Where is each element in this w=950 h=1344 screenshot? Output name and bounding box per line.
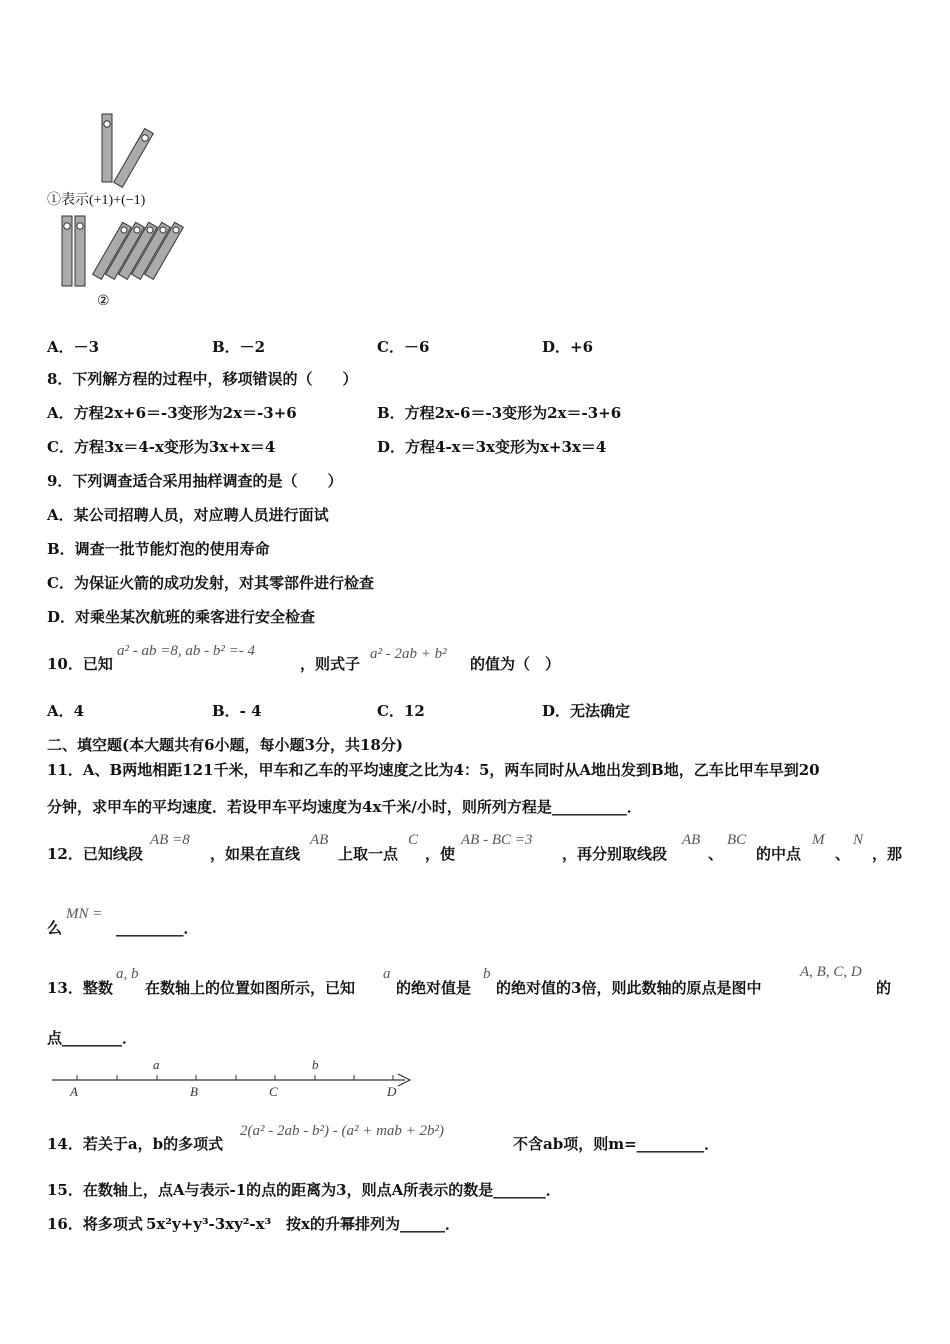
q7-option-a: A．－3 bbox=[47, 338, 100, 356]
q12-text-8: 、 bbox=[835, 845, 851, 863]
q13-math-ab: a, b bbox=[116, 966, 139, 982]
q9-stem: 9．下列调查适合采用抽样调查的是（ ） bbox=[47, 472, 343, 490]
q12-text-1: 12．已知线段 bbox=[47, 845, 143, 863]
q8-option-a: A．方程2x+6＝-3变形为2x＝-3+6 bbox=[47, 404, 297, 422]
q10-option-b: B．- 4 bbox=[212, 702, 262, 720]
q12-text-6: 、 bbox=[708, 845, 724, 863]
figure-caption-2: ② bbox=[97, 294, 110, 309]
q14-text-2: 不含ab项，则m=_________． bbox=[513, 1135, 720, 1153]
q13-math-b: b bbox=[483, 966, 491, 982]
q16-text-1: 16．将多项式 bbox=[47, 1215, 143, 1233]
q12-text-10: 么 bbox=[47, 919, 63, 937]
stick-negative bbox=[114, 129, 154, 188]
axis-label-d: D bbox=[387, 1084, 397, 1099]
q11-line-2: 分钟，求甲车的平均速度．若设甲车平均速度为4x千米/小时，则所列方程是__________． bbox=[47, 798, 642, 816]
q12-answer-blank: _________． bbox=[116, 919, 199, 937]
q13-math-a: a bbox=[383, 966, 391, 982]
q13-text-2: 在数轴上的位置如图所示，已知 bbox=[145, 979, 356, 997]
q16-expression: 5x²y+y³-3xy²-x³ bbox=[146, 1215, 272, 1233]
q10-math-expression: a² - 2ab + b² bbox=[370, 646, 447, 662]
q13-text-1: 13．整数 bbox=[47, 979, 113, 997]
q10-option-d: D．无法确定 bbox=[542, 702, 631, 720]
stick-positive bbox=[62, 216, 72, 286]
q12-math-n: N bbox=[853, 832, 864, 848]
q10-stem-c: 的值为（ ） bbox=[470, 655, 561, 673]
q12-math-ab: AB bbox=[310, 832, 329, 848]
q8-option-d: D．方程4-x＝3x变形为x+3x＝4 bbox=[377, 438, 607, 456]
q12-math-ab-eq-8: AB =8 bbox=[150, 832, 190, 848]
axis-point-a: a bbox=[153, 1057, 160, 1072]
sticks-figure bbox=[40, 108, 200, 313]
q10-option-a: A．4 bbox=[47, 702, 85, 720]
q8-stem: 8．下列解方程的过程中，移项错误的（ ） bbox=[47, 370, 358, 388]
q10-math-condition: a² - ab =8, ab - b² =- 4 bbox=[117, 643, 255, 659]
axis-label-a: A bbox=[70, 1084, 78, 1099]
q10-stem-b: ，则式子 bbox=[300, 655, 361, 673]
q7-option-d: D．+6 bbox=[542, 338, 594, 356]
section-heading: 二、填空题(本大题共有6小题，每小题3分，共18分) bbox=[47, 736, 403, 754]
sticks-figure-svg bbox=[40, 108, 200, 313]
q7-option-c: C．－6 bbox=[377, 338, 430, 356]
q8-option-c: C．方程3x＝4-x变形为3x+x＝4 bbox=[47, 438, 276, 456]
number-line bbox=[50, 1052, 420, 1102]
q12-text-3: 上取一点 bbox=[338, 845, 399, 863]
q10-option-c: C．12 bbox=[377, 702, 425, 720]
q9-option-d: D．对乘坐某次航班的乘客进行安全检查 bbox=[47, 608, 316, 626]
q12-math-c: C bbox=[408, 832, 419, 848]
stick-positive bbox=[75, 216, 85, 286]
axis-label-b: B bbox=[190, 1084, 198, 1099]
q16-text-2: 按x的升幂排列为______． bbox=[286, 1215, 460, 1233]
q12-text-2: ，如果在直线 bbox=[210, 845, 301, 863]
q12-text-9: ，那 bbox=[872, 845, 903, 863]
q7-option-b: B．－2 bbox=[212, 338, 266, 356]
axis-point-b: b bbox=[312, 1057, 319, 1072]
q12-text-4: ，使 bbox=[425, 845, 456, 863]
q8-option-b: B．方程2x-6＝-3变形为2x＝-3+6 bbox=[377, 404, 622, 422]
axis-label-c: C bbox=[269, 1084, 278, 1099]
q15-text: 15．在数轴上，点A与表示-1的点的距离为3，则点A所表示的数是_______． bbox=[47, 1181, 561, 1199]
q13-text-3: 的绝对值是 bbox=[396, 979, 472, 997]
q12-text-5: ，再分别取线段 bbox=[562, 845, 668, 863]
q12-math-m: M bbox=[812, 832, 825, 848]
q12-math-ab-2: AB bbox=[682, 832, 701, 848]
q13-math-abcd: A, B, C, D bbox=[800, 964, 862, 980]
q9-option-b: B．调查一批节能灯泡的使用寿命 bbox=[47, 540, 270, 558]
q13-text-5: 的 bbox=[876, 979, 892, 997]
q9-option-c: C．为保证火箭的成功发射，对其零部件进行检查 bbox=[47, 574, 374, 592]
q12-math-mn: MN = bbox=[66, 906, 103, 922]
q12-text-7: 的中点 bbox=[756, 845, 802, 863]
q10-stem-a: 10．已知 bbox=[47, 655, 113, 673]
q14-text-1: 14．若关于a，b的多项式 bbox=[47, 1135, 224, 1153]
q11-line-1: 11．A、B两地相距121千米，甲车和乙车的平均速度之比为4：5，两车同时从A地出发到B地，乙车比甲车早到20 bbox=[47, 761, 820, 779]
q14-math-polynomial: 2(a² - 2ab - b²) - (a² + mab + 2b²) bbox=[240, 1123, 445, 1139]
q12-math-ab-minus-bc: AB - BC =3 bbox=[461, 832, 533, 848]
q13-answer-blank: 点________． bbox=[47, 1029, 138, 1047]
figure-caption-1: ①表示(+1)+(−1) bbox=[47, 193, 146, 208]
q9-option-a: A．某公司招聘人员，对应聘人员进行面试 bbox=[47, 506, 329, 524]
stick-positive bbox=[102, 114, 112, 182]
q12-math-bc: BC bbox=[727, 832, 747, 848]
number-line-svg bbox=[50, 1052, 420, 1102]
q13-text-4: 的绝对值的3倍，则此数轴的原点是图中 bbox=[496, 979, 762, 997]
